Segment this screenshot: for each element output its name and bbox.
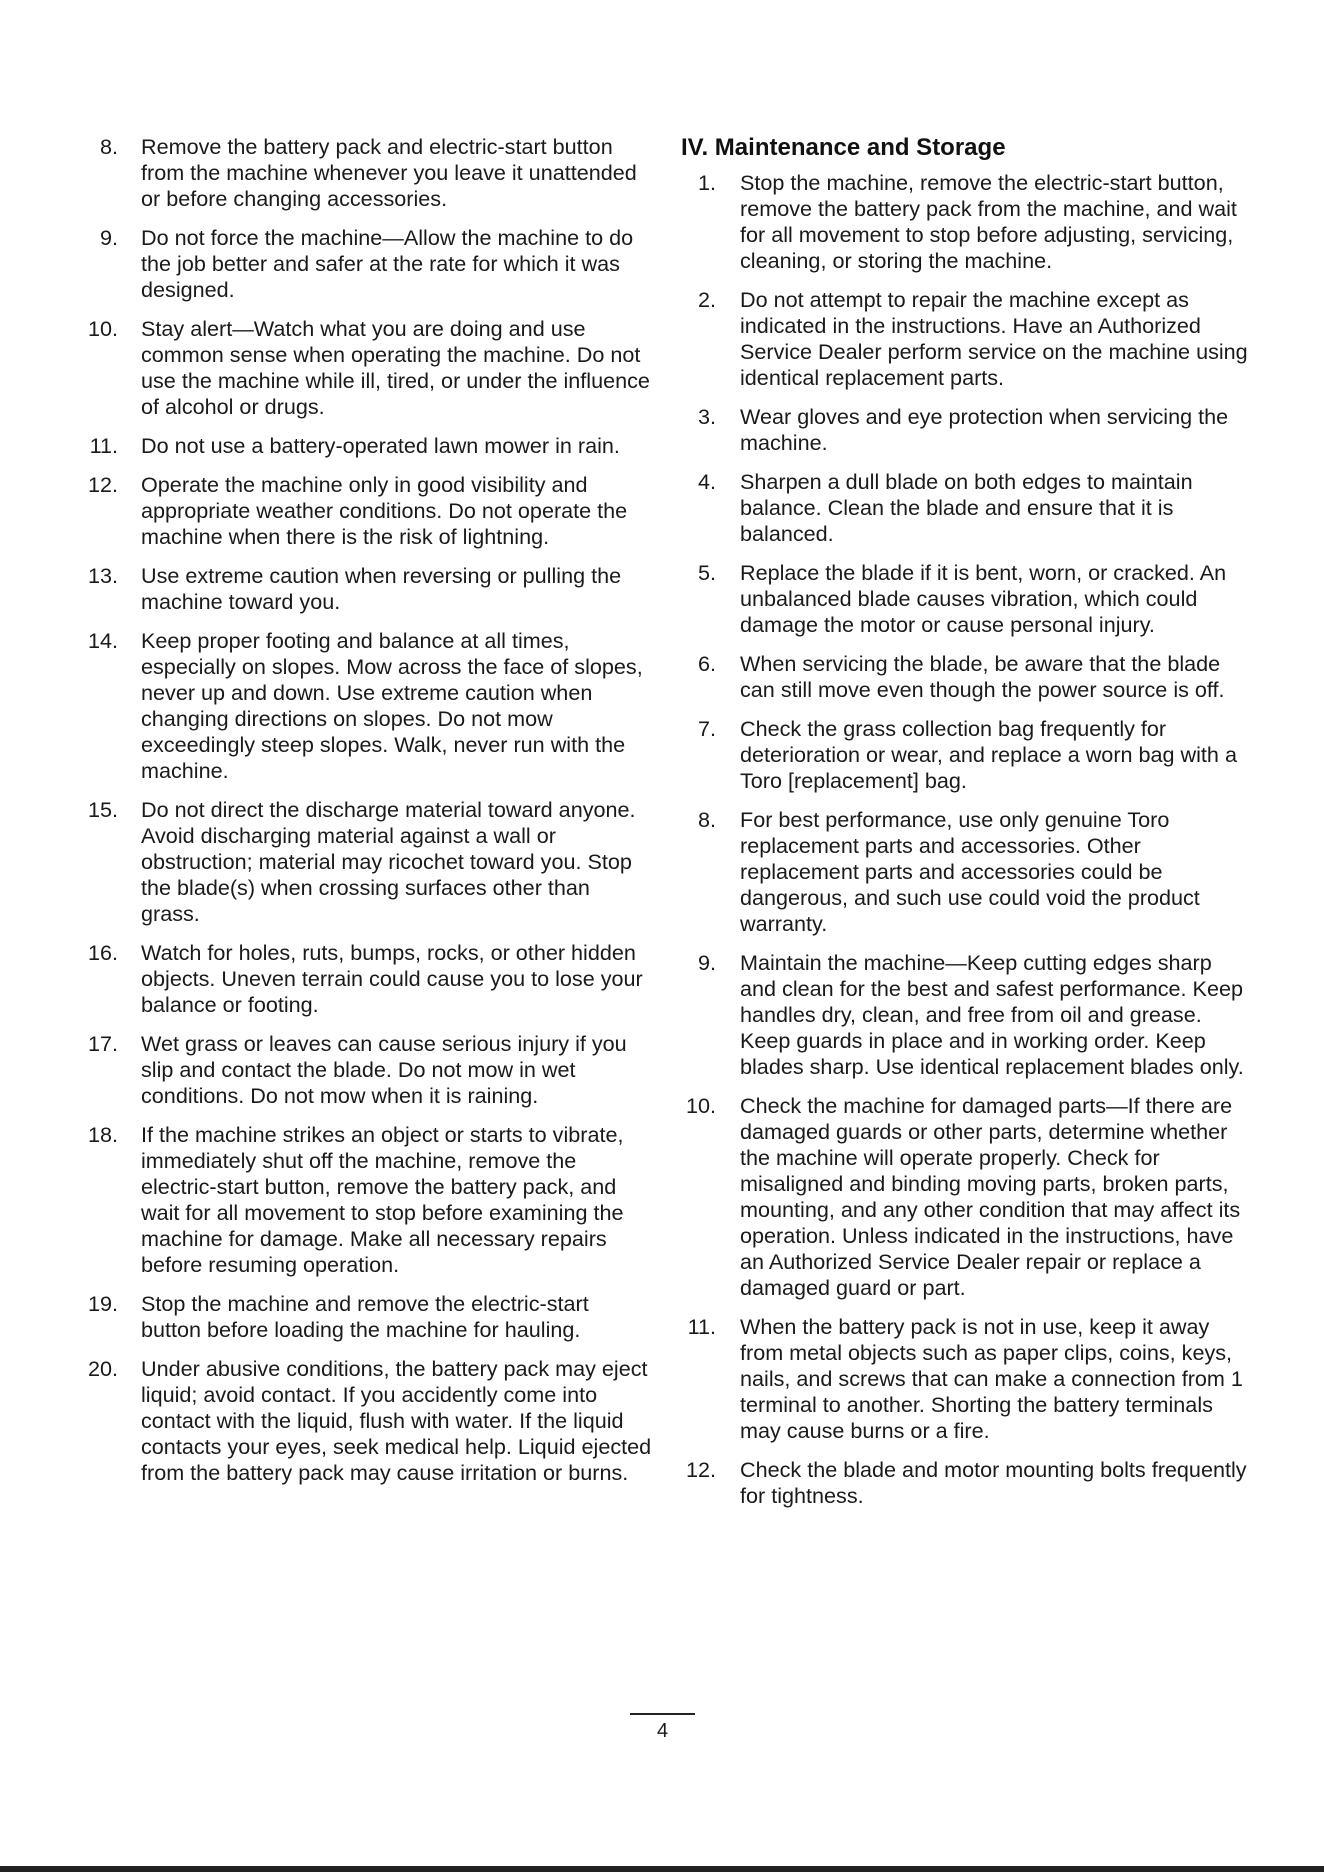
section-heading: IV. Maintenance and Storage <box>681 134 1006 161</box>
item-number: 4. <box>697 469 716 494</box>
list-item <box>681 469 1251 547</box>
item-text: For best performance, use only genuine Toro replacement parts and accessories. Other replacement parts and accessories could be dangerous, and such use could void the product warranty. <box>740 807 1200 936</box>
list-item <box>681 716 1251 794</box>
list-item <box>681 170 1251 274</box>
item-number: 20. <box>87 1356 118 1381</box>
item-text: Sharpen a dull blade on both edges to maintain balance. Clean the blade and ensure that it is balanced. <box>740 469 1193 546</box>
item-text: Do not direct the discharge material toward anyone. Avoid discharging material against a wall or obstruction; material may ricochet toward you. Stop the blade(s) when crossing surfaces other than grass. <box>141 797 636 926</box>
list-item <box>80 433 652 459</box>
item-number: 8. <box>99 134 118 159</box>
safety-list-left <box>80 134 652 1486</box>
item-text: Operate the machine only in good visibility and appropriate weather conditions. Do not operate the machine when there is the risk of lightning. <box>141 472 628 549</box>
footer-divider <box>630 1713 695 1715</box>
item-text: Wear gloves and eye protection when servicing the machine. <box>740 404 1229 455</box>
item-number: 11. <box>687 1314 716 1339</box>
item-text: Check the machine for damaged parts—If there are damaged guards or other parts, determine whether the machine will operate properly. Check for misaligned and binding moving parts, broken parts, mounting, and any other condition that may affect its operation. Unless indicated in the instructions, have an Authorized Service Dealer repair or replace a damaged guard or part. <box>740 1093 1241 1300</box>
item-text: Stop the machine and remove the electric-start button before loading the machine for hauling. <box>141 1291 589 1342</box>
item-number: 1. <box>697 170 716 195</box>
list-item <box>681 1314 1251 1444</box>
list-item <box>681 560 1251 638</box>
list-item <box>80 797 652 927</box>
list-item <box>80 1291 652 1343</box>
item-text: When the battery pack is not in use, keep it away from metal objects such as paper clips, coins, keys, nails, and screws that can make a connection from 1 terminal to another. Shorting the battery terminals may cause burns or a fire. <box>740 1314 1243 1443</box>
list-item <box>80 316 652 420</box>
item-text: When servicing the blade, be aware that the blade can still move even though the power source is off. <box>740 651 1225 702</box>
item-text: Watch for holes, ruts, bumps, rocks, or other hidden objects. Uneven terrain could cause you to lose your balance or footing. <box>141 940 643 1017</box>
list-item <box>80 225 652 303</box>
item-text: Stop the machine, remove the electric-start button, remove the battery pack from the machine, and wait for all movement to stop before adjusting, servicing, cleaning, or storing the machine. <box>740 170 1237 273</box>
item-number: 5. <box>697 560 716 585</box>
list-item <box>80 472 652 550</box>
list-item <box>80 134 652 212</box>
right-column <box>681 134 1251 1522</box>
list-item <box>681 287 1251 391</box>
item-text: Under abusive conditions, the battery pack may eject liquid; avoid contact. If you accidently come into contact with the liquid, flush with water. If the liquid contacts your eyes, seek medical help. Liquid ejected from the battery pack may cause irritation or burns. <box>141 1356 652 1485</box>
item-text: Wet grass or leaves can cause serious injury if you slip and contact the blade. Do not mow in wet conditions. Do not mow when it is raining. <box>141 1031 627 1108</box>
list-item <box>80 1356 652 1486</box>
item-number: 16. <box>87 940 118 965</box>
item-text: Remove the battery pack and electric-start button from the machine whenever you leave it unattended or before changing accessories. <box>141 134 637 211</box>
list-item <box>80 628 652 784</box>
item-text: Replace the blade if it is bent, worn, or cracked. An unbalanced blade causes vibration, which could damage the motor or cause personal injury. <box>740 560 1227 637</box>
item-text: Use extreme caution when reversing or pulling the machine toward you. <box>141 563 622 614</box>
item-number: 12. <box>685 1457 716 1482</box>
list-item <box>681 404 1251 456</box>
item-number: 9. <box>99 225 118 250</box>
list-item <box>681 950 1251 1080</box>
item-number: 10. <box>87 316 118 341</box>
list-item <box>80 563 652 615</box>
item-number: 11. <box>89 433 118 458</box>
list-item <box>681 1093 1251 1301</box>
item-number: 14. <box>87 628 118 653</box>
item-number: 19. <box>87 1291 118 1316</box>
page-number: 4 <box>656 1720 669 1742</box>
item-number: 6. <box>697 651 716 676</box>
item-number: 8. <box>697 807 716 832</box>
list-item <box>80 940 652 1018</box>
maintenance-list <box>681 170 1251 1509</box>
item-text: Stay alert—Watch what you are doing and use common sense when operating the machine. Do not use the machine while ill, tired, or under the influence of alcohol or drugs. <box>141 316 650 419</box>
item-number: 7. <box>697 716 716 741</box>
item-text: Maintain the machine—Keep cutting edges sharp and clean for the best and safest performance. Keep handles dry, clean, and free from oil and grease. Keep guards in place and in working order. Keep blades sharp. Use identical replacement blades only. <box>740 950 1244 1079</box>
item-number: 17. <box>87 1031 118 1056</box>
item-number: 9. <box>697 950 716 975</box>
item-text: Check the blade and motor mounting bolts frequently for tightness. <box>740 1457 1247 1508</box>
list-item <box>80 1031 652 1109</box>
item-text: Do not attempt to repair the machine except as indicated in the instructions. Have an Authorized Service Dealer perform service on the machine using identical replacement parts. <box>740 287 1248 390</box>
list-item <box>681 1457 1251 1509</box>
item-number: 10. <box>685 1093 716 1118</box>
list-item <box>681 807 1251 937</box>
list-item <box>80 1122 652 1278</box>
item-text: If the machine strikes an object or starts to vibrate, immediately shut off the machine, remove the electric-start button, remove the battery pack, and wait for all movement to stop before examining the machine for damage. Make all necessary repairs before resuming operation. <box>141 1122 624 1277</box>
item-number: 2. <box>697 287 716 312</box>
item-number: 15. <box>87 797 118 822</box>
item-text: Check the grass collection bag frequently for deterioration or wear, and replace a worn bag with a Toro [replacement] bag. <box>740 716 1237 793</box>
item-text: Do not force the machine—Allow the machine to do the job better and safer at the rate for which it was designed. <box>141 225 634 302</box>
item-number: 18. <box>87 1122 118 1147</box>
page-bottom-border <box>0 1866 1324 1872</box>
item-number: 13. <box>87 563 118 588</box>
item-text: Keep proper footing and balance at all times, especially on slopes. Mow across the face of slopes, never up and down. Use extreme caution when changing directions on slopes. Do not mow exceedingly steep slopes. Walk, never run with the machine. <box>141 628 643 783</box>
item-text: Do not use a battery-operated lawn mower in rain. <box>141 433 620 458</box>
left-column <box>80 134 652 1499</box>
item-number: 3. <box>697 404 716 429</box>
item-number: 12. <box>87 472 118 497</box>
list-item <box>681 651 1251 703</box>
